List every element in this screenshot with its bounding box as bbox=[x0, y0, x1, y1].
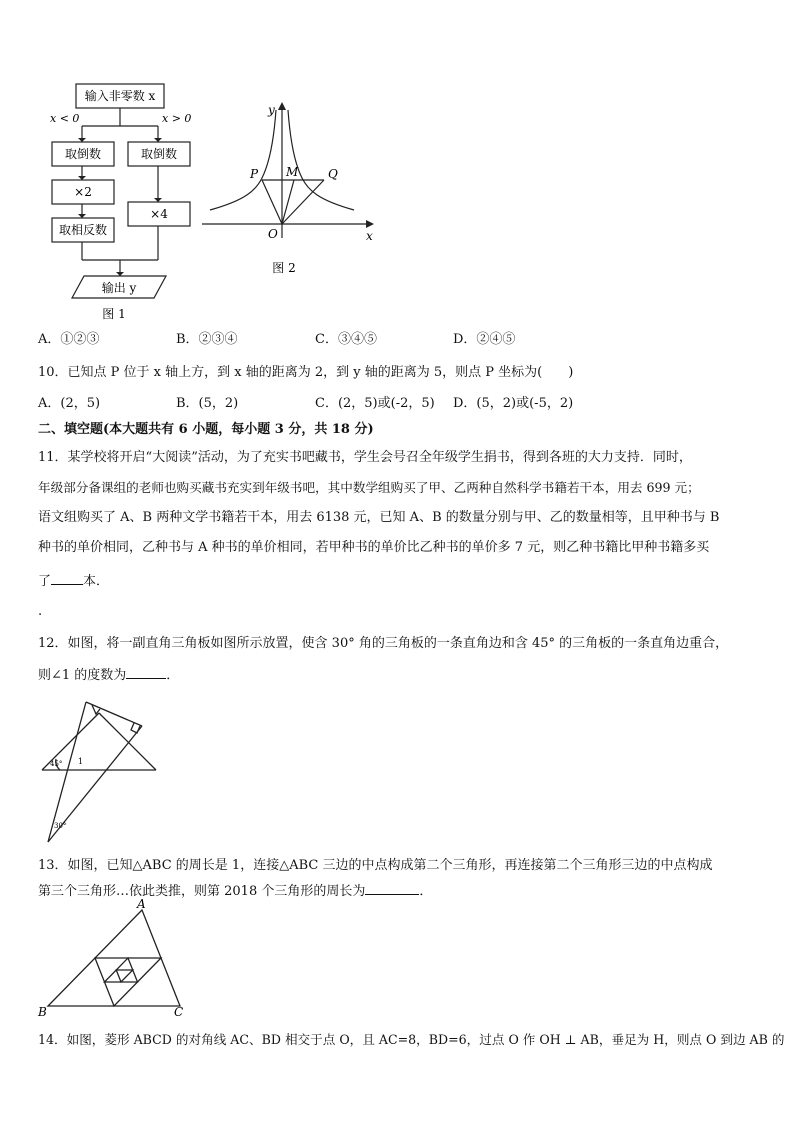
fig2-p-label: P bbox=[250, 167, 259, 181]
q9-option-c: C．③④⑤ bbox=[315, 332, 377, 347]
q10-option-a: A．(2，5) bbox=[38, 396, 101, 411]
fig1-times-two: ×2 bbox=[74, 185, 92, 199]
q11-line-5-prefix: 了 bbox=[38, 574, 52, 589]
q11-line-1: 11．某学校将开启“大阅读”活动，为了充实书吧藏书，学生会号召全年级学生捐书，得到各班的大力支持．同时， bbox=[38, 450, 692, 465]
fig1-input-box: 输入非零数 x bbox=[84, 89, 156, 103]
fig1-left-reciprocal: 取倒数 bbox=[64, 147, 102, 161]
q12-angle-1: 1 bbox=[78, 757, 84, 766]
q12-line-2-prefix: 则∠1 的度数为 bbox=[38, 668, 127, 683]
q11-answer-blank[interactable] bbox=[51, 570, 83, 585]
q10-option-c: C．(2，5)或(-2，5) bbox=[315, 396, 435, 411]
q10-option-d: D．(5，2)或(-5，2) bbox=[453, 396, 574, 411]
q10-option-b: B．(5，2) bbox=[176, 396, 239, 411]
fig1-cond-right: x > 0 bbox=[162, 112, 192, 125]
triangle-label-c: C bbox=[174, 1005, 184, 1019]
q10-stem: 10．已知点 P 位于 x 轴上方，到 x 轴的距离为 2，到 y 轴的距离为 5，则点 P 坐标为( ) bbox=[38, 365, 574, 380]
triangle-label-b: B bbox=[38, 1005, 47, 1019]
q13-line-2-prefix: 第三个三角形…依此类推，则第 2018 个三角形的周长为 bbox=[38, 884, 366, 899]
fig2-q-label: Q bbox=[328, 167, 338, 181]
fig2-m-label: M bbox=[286, 165, 299, 179]
q11-line-5-suffix: 本． bbox=[83, 574, 110, 589]
set-squares-figure bbox=[36, 692, 166, 852]
q12-line-1: 12．如图，将一副直角三角板如图所示放置，使含 30° 角的三角板的一条直角边和含 45° 的三角板的一条直角边重合， bbox=[38, 636, 729, 651]
fig1-opposite: 取相反数 bbox=[58, 223, 108, 237]
fig1-times-four: ×4 bbox=[150, 207, 168, 221]
fig2-y-label: y bbox=[268, 103, 275, 117]
q11-line-3: 语文组购买了 A、B 两种文学书籍若干本，用去 6138 元，已知 A、B 的数量分别与甲、乙的数量相等，且甲种书与 B bbox=[38, 510, 720, 525]
q12-line-2-suffix: ． bbox=[166, 668, 180, 683]
q12-angle-30: 30° bbox=[54, 822, 67, 830]
section-heading: 二、填空题(本大题共有 6 小题，每小题 3 分，共 18 分) bbox=[38, 422, 374, 437]
q13-answer-blank[interactable] bbox=[365, 880, 419, 895]
q13-line-1: 13．如图，已知△ABC 的周长是 1，连接△ABC 三边的中点构成第二个三角形，再连接第二个三角形三边的中点构成 bbox=[38, 858, 713, 873]
fig1-cond-left: x < 0 bbox=[50, 112, 80, 125]
nested-triangles-figure bbox=[34, 896, 194, 1020]
q9-option-a: A．①②③ bbox=[38, 332, 100, 347]
q12-answer-blank[interactable] bbox=[126, 664, 166, 679]
triangle-label-a: A bbox=[137, 897, 146, 911]
q12-line-2 bbox=[38, 664, 179, 686]
q9-option-d: D．②④⑤ bbox=[453, 332, 516, 347]
fig1-output: 输出 y bbox=[101, 281, 137, 295]
q9-option-b: B．②③④ bbox=[176, 332, 238, 347]
fig1-right-reciprocal: 取倒数 bbox=[140, 147, 178, 161]
fig2-caption: 图 2 bbox=[272, 261, 296, 275]
q14-line-1: 14．如图，菱形 ABCD 的对角线 AC、BD 相交于点 O，且 AC=8，BD=6，过点 O 作 OH ⊥ AB，垂足为 H，则点 O 到边 AB 的 bbox=[38, 1032, 785, 1047]
q13-line-2-suffix: ． bbox=[419, 884, 433, 899]
q11-dot: . bbox=[38, 604, 43, 619]
fig2-x-label: x bbox=[366, 229, 373, 243]
q11-line-2: 年级部分备课组的老师也购买藏书充实到年级书吧，其中数学组购买了甲、乙两种自然科学书籍若干本，用去 699 元； bbox=[38, 480, 700, 495]
graph-figure bbox=[196, 98, 386, 284]
q12-angle-45: 45° bbox=[50, 760, 63, 768]
q11-line-5 bbox=[38, 570, 109, 592]
fig1-caption: 图 1 bbox=[102, 307, 126, 321]
q11-line-4: 种书的单价相同，乙种书与 A 种书的单价相同，若甲种书的单价比乙种书的单价多 7 元，则乙种书籍比甲种书籍多买 bbox=[38, 540, 710, 555]
fig2-o-label: O bbox=[268, 227, 278, 241]
